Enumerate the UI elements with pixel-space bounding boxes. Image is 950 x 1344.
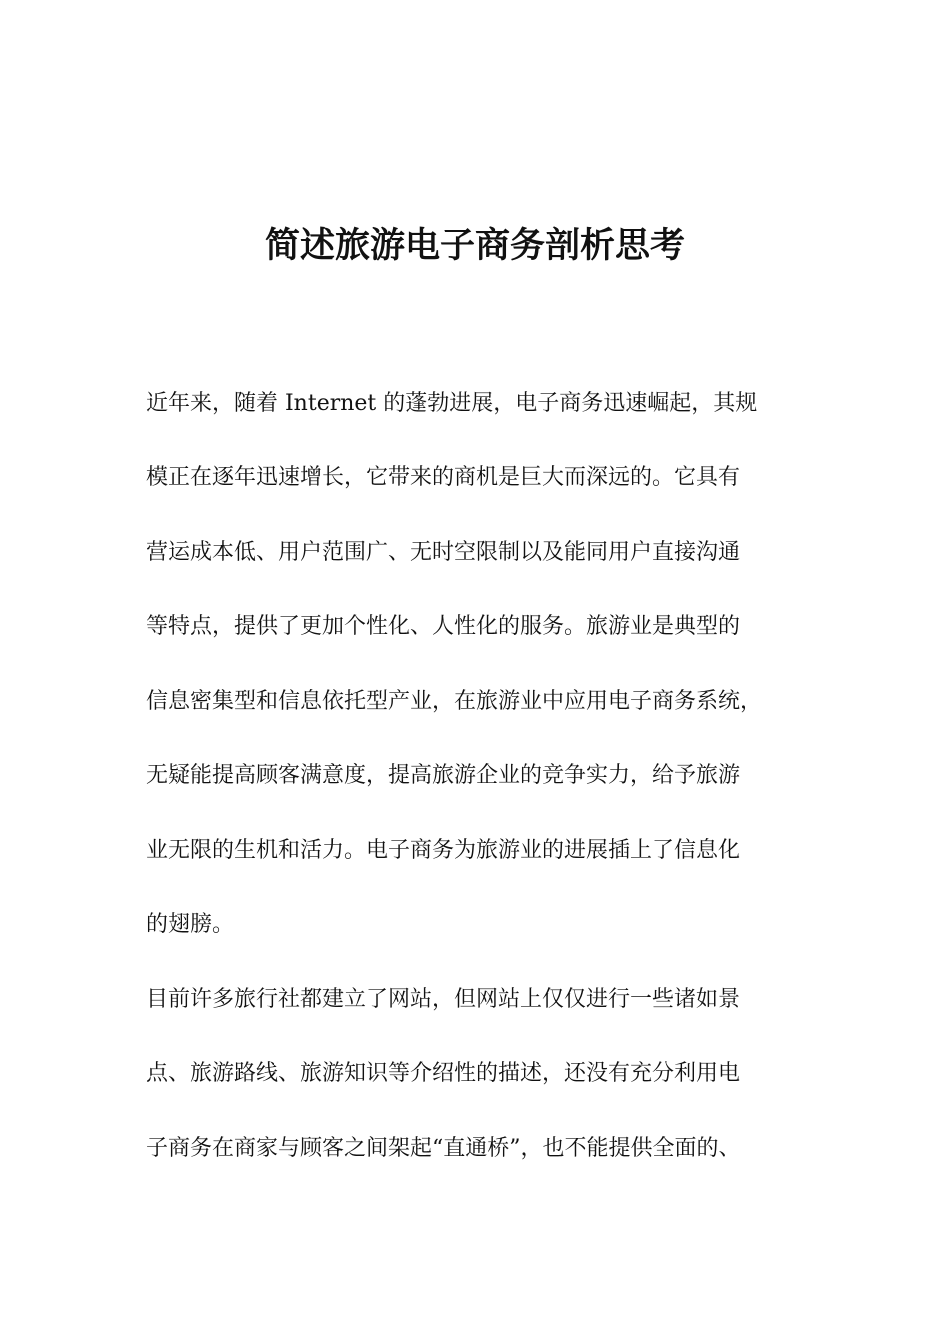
paragraph-line: 近年来，随着 Internet 的蓬勃进展，电子商务迅速崛起，其规 — [146, 391, 758, 416]
paragraph-line: 业无限的生机和活力。电子商务为旅游业的进展插上了信息化 — [146, 838, 741, 863]
paragraph-line: 模正在逐年迅速增长，它带来的商机是巨大而深远的。它具有 — [146, 465, 741, 490]
paragraph-line: 的翅膀。 — [146, 912, 235, 937]
paragraph-line: 等特点，提供了更加个性化、人性化的服务。旅游业是典型的 — [146, 614, 741, 639]
paragraph-line: 子商务在商家与顾客之间架起“直通桥”，也不能提供全面的、 — [146, 1136, 741, 1161]
paragraph-line: 目前许多旅行社都建立了网站，但网站上仅仅进行一些诸如景 — [146, 987, 741, 1012]
paragraph-line: 点、旅游路线、旅游知识等介绍性的描述，还没有充分利用电 — [146, 1061, 741, 1086]
paragraph-line: 信息密集型和信息依托型产业，在旅游业中应用电子商务系统， — [146, 689, 763, 714]
document-title: 简述旅游电子商务剖析思考 — [264, 226, 685, 266]
paragraph-line: 营运成本低、用户范围广、无时空限制以及能同用户直接沟通 — [146, 540, 741, 565]
paragraph-line: 无疑能提高顾客满意度，提高旅游企业的竞争实力，给予旅游 — [146, 763, 741, 788]
